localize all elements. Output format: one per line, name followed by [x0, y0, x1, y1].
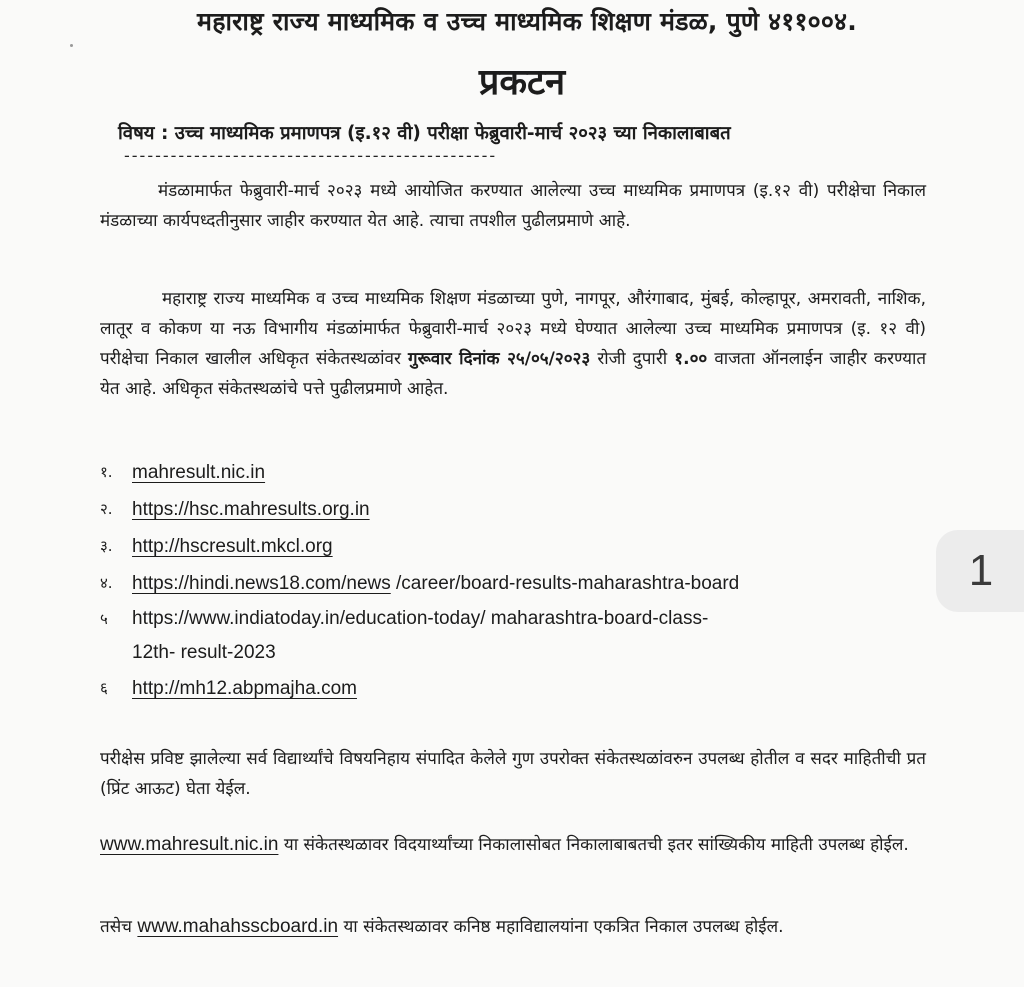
details-text-mid: रोजी दुपारी: [597, 349, 668, 369]
list-number: ६: [100, 679, 108, 697]
list-number: ४.: [100, 574, 113, 592]
website-link-6[interactable]: http://mh12.abpmajha.com: [132, 678, 357, 699]
list-number: ५: [100, 610, 108, 628]
statistics-text: या संकेतस्थळावर विदयार्थ्यांच्या निकालासोबत निकालाबाबतची इतर सांख्यिकीय माहिती उपलब्ध होईल.: [278, 835, 909, 855]
details-text-end: वाजता ऑनलाईन जाहीर करण्यात येत आहे. अधिकृत संकेतस्थळांचे पत्ते पुढीलप्रमाणे आहेत.: [100, 349, 927, 399]
board-title: महाराष्ट्र राज्य माध्यमिक व उच्च माध्यमिक शिक्षण मंडळ, पुणे ४११००४.: [197, 7, 857, 36]
mahahsscboard-link[interactable]: www.mahahsscboard.in: [137, 916, 339, 937]
paper-speck: [70, 44, 73, 47]
website-link-4[interactable]: https://hindi.news18.com/news: [132, 573, 391, 594]
notice-subject: विषय : उच्च माध्यमिक प्रमाणपत्र (इ.१२ वी) परीक्षा फेब्रुवारी-मार्च २०२३ च्या निकालाबाबत: [118, 123, 731, 144]
paragraph-details: [100, 284, 926, 404]
paragraph-college-results: [100, 912, 926, 942]
paragraph-statistics: [100, 830, 926, 860]
page-number-badge: 1: [936, 530, 1024, 612]
website-link-2[interactable]: https://hsc.mahresults.org.in: [132, 499, 370, 520]
website-link-1[interactable]: mahresult.nic.in: [132, 462, 266, 483]
website-list: [100, 454, 930, 707]
college-text-pre: तसेच: [100, 917, 138, 937]
notice-heading: प्रकटन: [478, 62, 566, 103]
list-item: [100, 670, 930, 707]
list-item: [100, 528, 930, 565]
divider-line: ------------------------------------------------: [124, 146, 498, 165]
list-number: २.: [100, 500, 113, 518]
result-date: गुरूवार दिनांक २५/०५/२०२३: [408, 349, 591, 369]
list-item: [100, 565, 930, 602]
website-link-4-path: /career/board-results-maharashtra-board: [390, 573, 740, 594]
list-item: [100, 454, 930, 491]
paragraph-marks: परीक्षेस प्रविष्ट झालेल्या सर्व विद्यार्थ्यांचे विषयनिहाय संपादित केलेले गुण उपरोक्त संकेतस्थळांवरुन उपलब्ध होतील व सदर माहितीची प्रत (प्रिंट आऊट) घेता येईल.: [100, 749, 926, 799]
result-time: १.००: [674, 349, 708, 369]
website-link-5-cont[interactable]: 12th- result-2023: [132, 642, 276, 663]
details-text-start: महाराष्ट्र राज्य माध्यमिक व उच्च माध्यमिक शिक्षण मंडळाच्या पुणे, नागपूर, औरंगाबाद, मुंबई, कोल्हापूर, अमरावती, नाशिक, लातूर व कोकण या नऊ विभागीय मंडळांमार्फत फेब्रुवारी-मार्च २०२३ मध्ये घेण्यात आलेल्या उच्च माध्यमिक प्रमाणपत्र (इ. १२ वी) परीक्षेचा निकाल खालील अधिकृत संकेतस्थळांवर: [100, 289, 926, 369]
list-number: १.: [100, 463, 113, 481]
college-text: या संकेतस्थळावर कनिष्ठ महाविद्यालयांना एकत्रित निकाल उपलब्ध होईल.: [338, 917, 784, 937]
list-item: [100, 602, 930, 670]
website-link-5[interactable]: https://www.indiatoday.in/education-today/ maharashtra-board-class-: [132, 608, 709, 629]
mahresult-link[interactable]: www.mahresult.nic.in: [100, 834, 279, 855]
list-number: ३.: [100, 537, 113, 555]
list-item: [100, 491, 930, 528]
website-link-3[interactable]: http://hscresult.mkcl.org: [132, 536, 333, 557]
paragraph-intro: मंडळामार्फत फेब्रुवारी-मार्च २०२३ मध्ये आयोजित करण्यात आलेल्या उच्च माध्यमिक प्रमाणपत्र (इ.१२ वी) परीक्षेचा निकाल मंडळाच्या कार्यपध्दतीनुसार जाहीर करण्यात येत आहे. त्याचा तपशील पुढीलप्रमाणे आहे.: [100, 181, 926, 231]
